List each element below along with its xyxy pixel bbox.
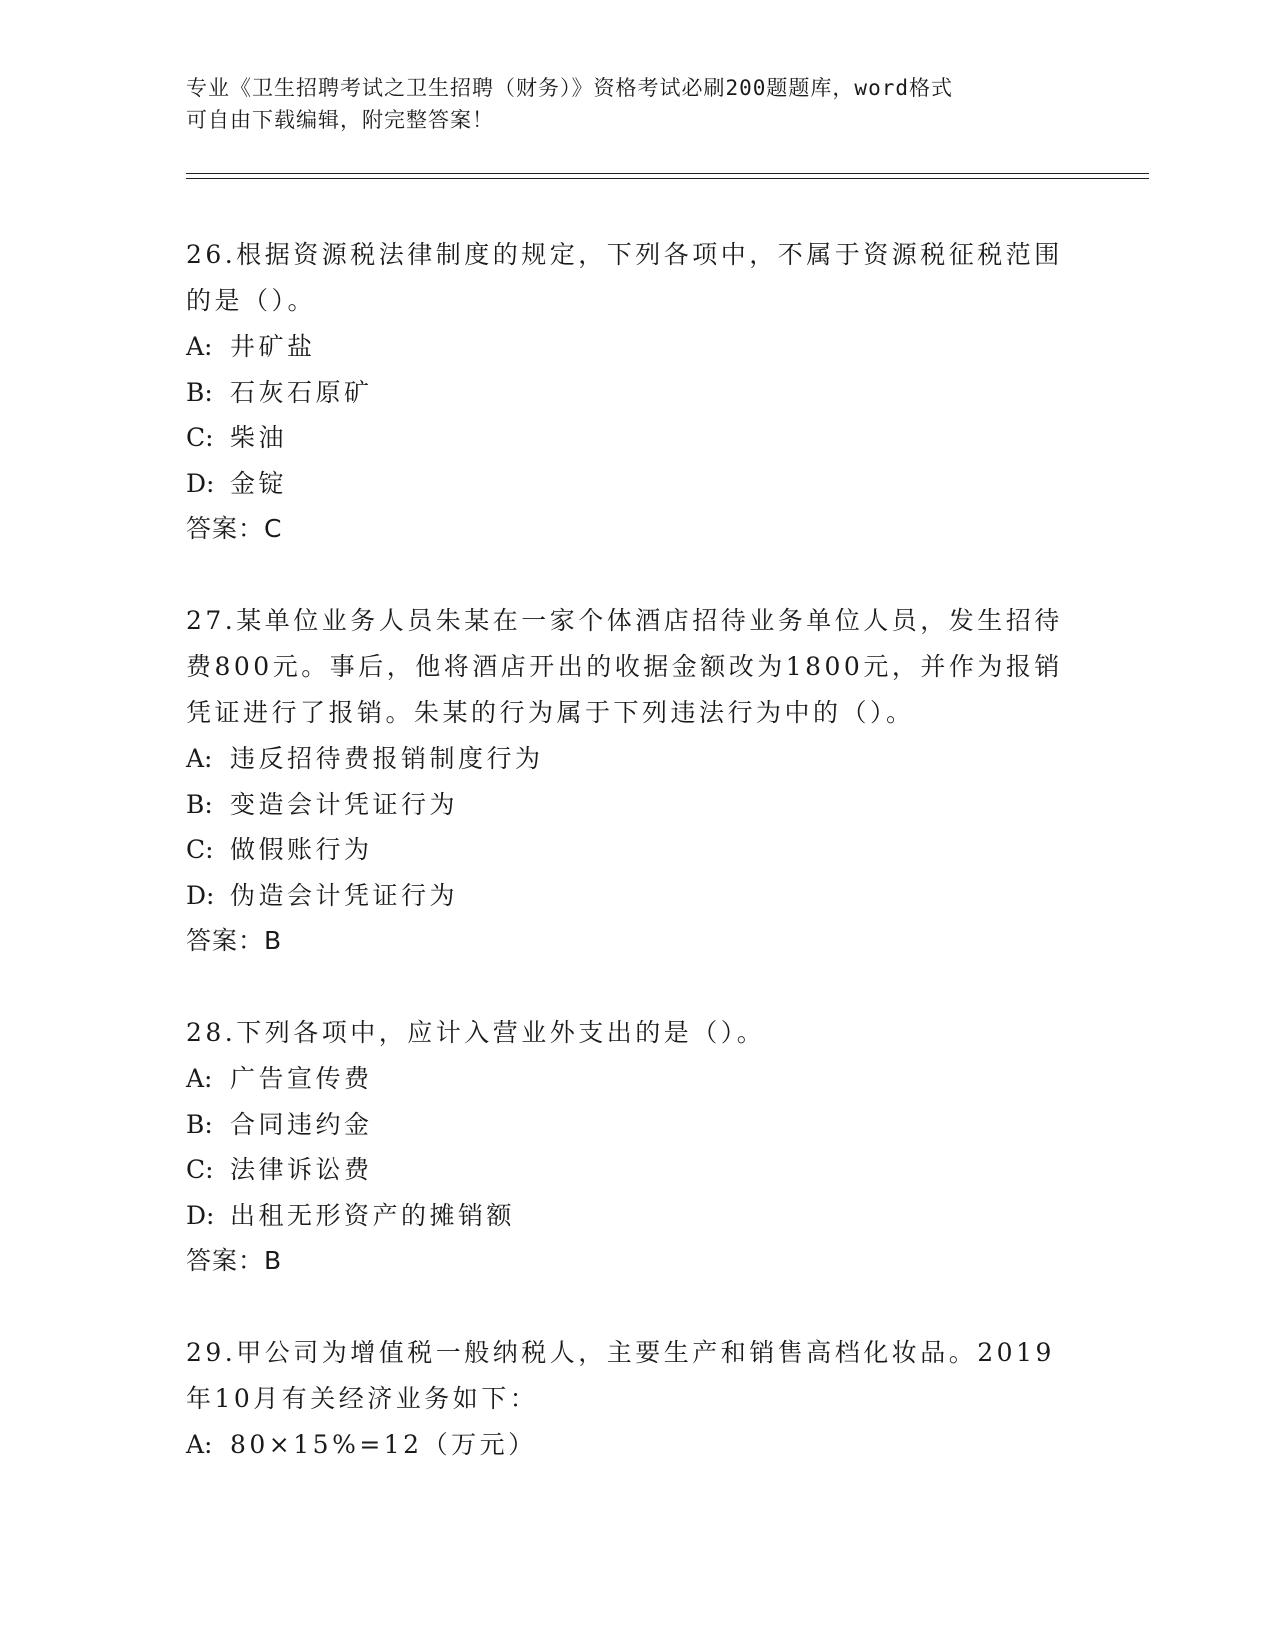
answer-line: 答案：C <box>186 514 283 543</box>
option-letter: A: <box>186 1430 213 1459</box>
question-27 <box>186 598 1086 964</box>
stem-line: 费800元。事后，他将酒店开出的收据金额改为1800元，并作为报销 <box>186 652 1063 681</box>
option-a <box>186 736 1086 782</box>
option-letter: C: <box>186 835 214 864</box>
document-header <box>186 72 1086 136</box>
option-text: 金锭 <box>230 468 288 498</box>
option-letter: B: <box>186 377 213 407</box>
question-28 <box>186 1010 1086 1284</box>
option-b <box>186 782 1086 828</box>
option-letter: B: <box>186 789 213 819</box>
stem-line: 28.下列各项中，应计入营业外支出的是（）。 <box>186 1018 766 1047</box>
header-divider-top <box>186 173 1149 174</box>
question-29 <box>186 1330 1086 1468</box>
answer-line: 答案：B <box>186 1246 283 1275</box>
stem-line: 年10月有关经济业务如下： <box>186 1384 539 1413</box>
option-letter: A: <box>186 332 213 361</box>
option-letter: C: <box>186 423 214 452</box>
option-d <box>186 1193 1086 1239</box>
option-letter: B: <box>186 1109 213 1139</box>
option-a <box>186 1422 1086 1468</box>
option-a <box>186 1056 1086 1102</box>
answer-line: 答案：B <box>186 926 283 955</box>
option-d <box>186 873 1086 919</box>
option-letter: D: <box>186 880 215 910</box>
option-c <box>186 1147 1086 1193</box>
stem-line: 27.某单位业务人员朱某在一家个体酒店招待业务单位人员，发生招待 <box>186 606 1063 635</box>
option-b <box>186 370 1086 416</box>
question-stem <box>186 1330 1086 1422</box>
option-text: 出租无形资产的摊销额 <box>230 1200 516 1230</box>
option-letter: D: <box>186 468 215 498</box>
option-letter: A: <box>186 744 213 773</box>
stem-line: 的是（）。 <box>186 286 317 315</box>
option-letter: A: <box>186 1064 213 1093</box>
question-stem <box>186 598 1086 736</box>
option-text: 变造会计凭证行为 <box>230 789 459 819</box>
question-26 <box>186 232 1086 552</box>
option-a <box>186 324 1086 370</box>
stem-line: 29.甲公司为增值税一般纳税人，主要生产和销售高档化妆品。2019 <box>186 1338 1055 1367</box>
question-stem <box>186 232 1086 324</box>
option-d <box>186 461 1086 507</box>
option-text: 做假账行为 <box>230 835 373 864</box>
option-letter: D: <box>186 1200 215 1230</box>
option-text: 法律诉讼费 <box>230 1155 373 1184</box>
stem-line: 26.根据资源税法律制度的规定，下列各项中，不属于资源税征税范围 <box>186 240 1063 269</box>
header-line-1: 专业《卫生招聘考试之卫生招聘（财务）》资格考试必刷200题题库，word格式 <box>186 76 953 100</box>
option-text: 80×15%=12（万元） <box>230 1430 537 1459</box>
option-text: 伪造会计凭证行为 <box>230 880 459 910</box>
option-text: 广告宣传费 <box>230 1064 373 1093</box>
option-c <box>186 415 1086 461</box>
option-text: 柴油 <box>230 423 288 452</box>
option-text: 石灰石原矿 <box>230 377 373 407</box>
question-stem <box>186 1010 1086 1056</box>
option-text: 合同违约金 <box>230 1109 373 1139</box>
header-line-2: 可自由下载编辑，附完整答案！ <box>186 108 494 132</box>
option-c <box>186 827 1086 873</box>
question-list <box>186 232 1086 1514</box>
option-letter: C: <box>186 1155 214 1184</box>
stem-line: 凭证进行了报销。朱某的行为属于下列违法行为中的（）。 <box>186 698 915 727</box>
option-text: 违反招待费报销制度行为 <box>230 744 544 773</box>
option-b <box>186 1102 1086 1148</box>
header-divider-bottom <box>186 178 1149 179</box>
option-text: 井矿盐 <box>230 332 316 361</box>
